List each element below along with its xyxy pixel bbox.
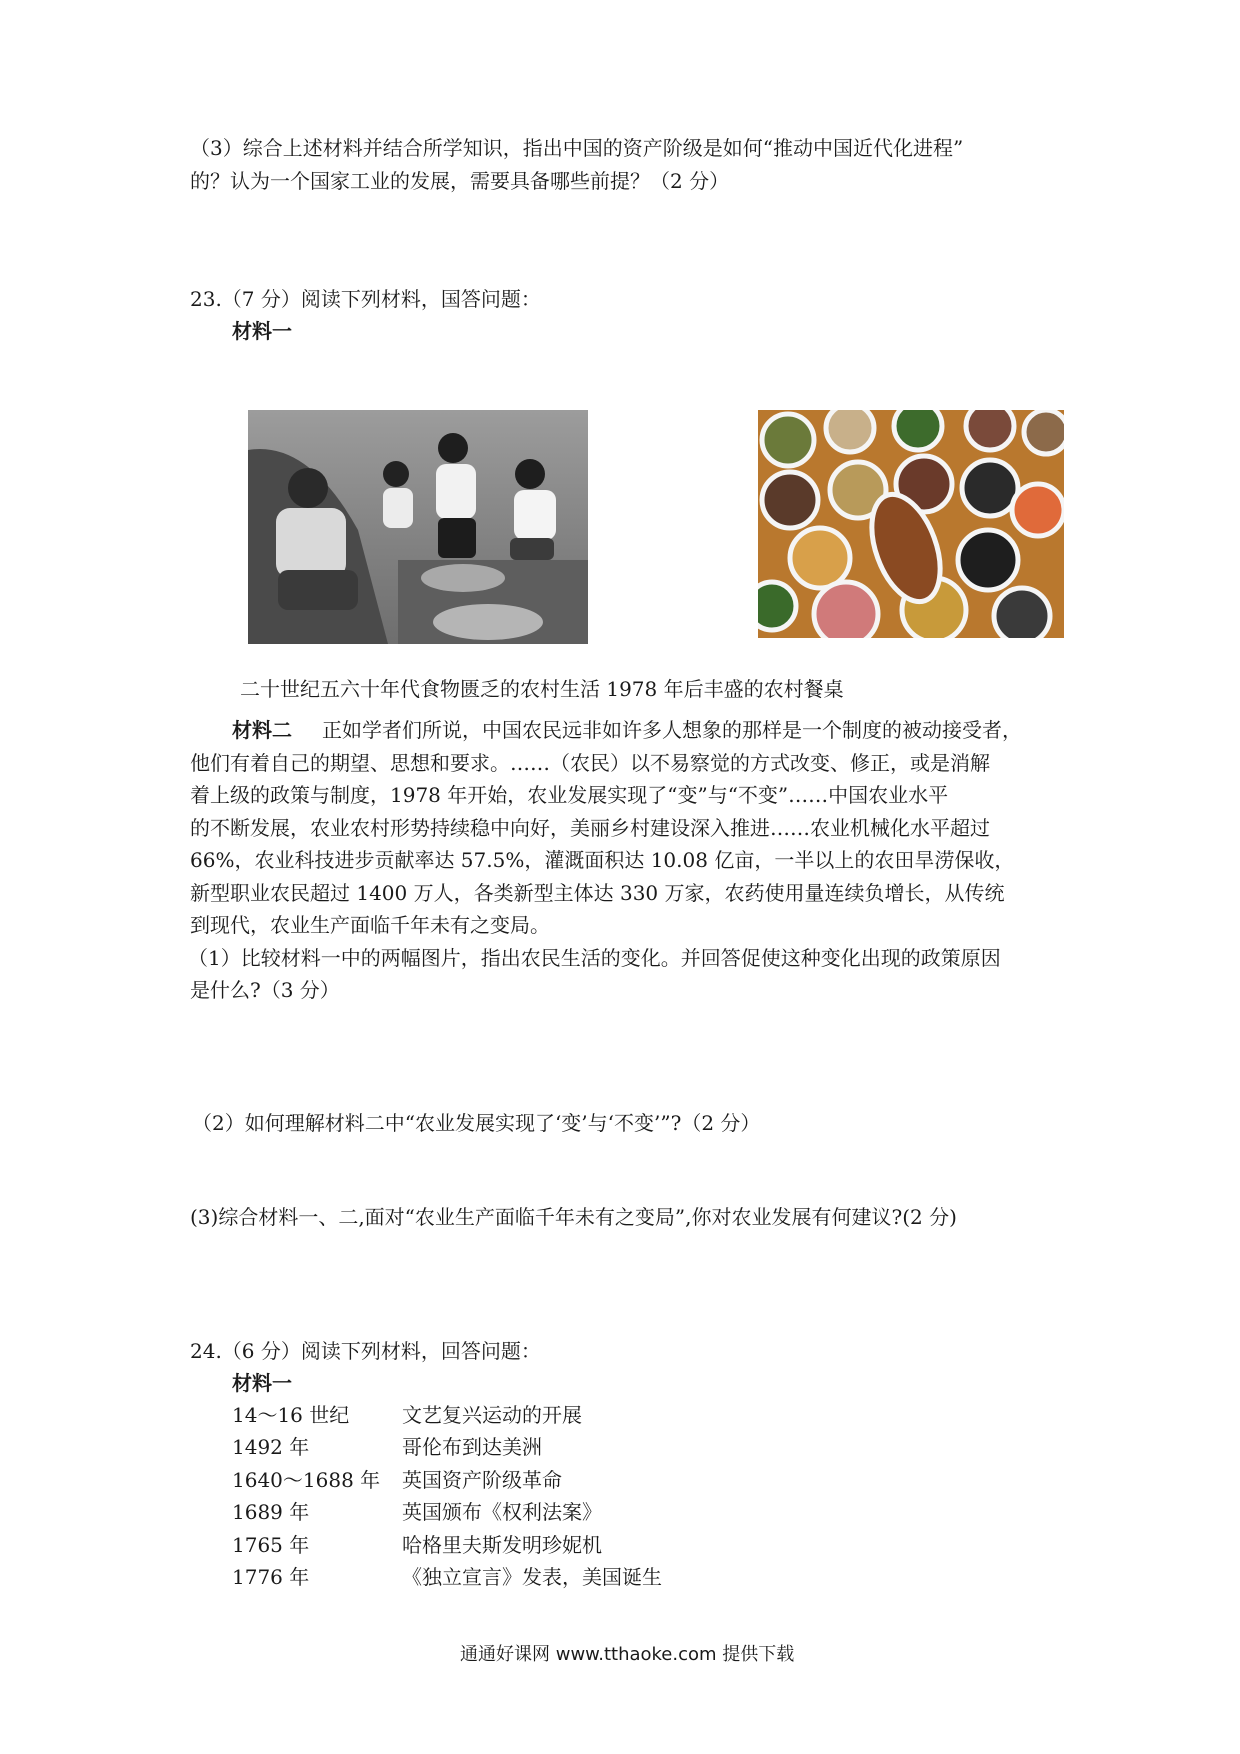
timeline-event: 英国资产阶级革命: [402, 1468, 562, 1492]
material2-line: 66%，农业科技进步贡献率达 57.5%，灌溉面积达 10.08 亿亩，一半以上的农田旱涝保收，: [190, 848, 1015, 872]
q24-material1-label: 材料一: [232, 1371, 292, 1395]
material2-line: 新型职业农民超过 1400 万人，各类新型主体达 330 万家，农药使用量连续负增长，从传统: [190, 881, 1005, 905]
q23-header: 23.（7 分）阅读下列材料，国答问题：: [190, 287, 541, 311]
q23-question3: (3)综合材料一、二,面对“农业生产面临千年未有之变局”,你对农业发展有何建议?(2 分): [190, 1205, 957, 1229]
timeline-event: 文艺复兴运动的开展: [402, 1403, 582, 1427]
timeline-event: 哥伦布到达美洲: [402, 1435, 542, 1459]
q23-question1-line2: 是什么?（3 分）: [190, 978, 340, 1002]
page-footer: 通通好课网 www.tthaoke.com 提供下载: [460, 1644, 795, 1665]
timeline-date: 1640～1688 年: [232, 1468, 381, 1492]
timeline-event: 英国颁布《权利法案》: [402, 1500, 602, 1524]
timeline-date: 14～16 世纪: [232, 1403, 350, 1427]
q22-part3-line1: （3）综合上述材料并结合所学知识，指出中国的资产阶级是如何“推动中国近代化进程”: [190, 136, 964, 160]
timeline-date: 1765 年: [232, 1533, 310, 1557]
q23-material1-label: 材料一: [232, 319, 292, 343]
photo-caption: 二十世纪五六十年代食物匮乏的农村生活 1978 年后丰盛的农村餐桌: [240, 677, 844, 701]
timeline-date: 1689 年: [232, 1500, 310, 1524]
abundant-table-photo: [758, 410, 1064, 638]
timeline-date: 1776 年: [232, 1565, 310, 1589]
material2-line: 的不断发展，农业农村形势持续稳中向好，美丽乡村建设深入推进……农业机械化水平超过: [190, 816, 990, 840]
material2-line: 着上级的政策与制度，1978 年开始，农业发展实现了“变”与“不变”……中国农业水平: [190, 783, 949, 807]
q23-question1-line1: （1）比较材料一中的两幅图片，指出农民生活的变化。并回答促使这种变化出现的政策原因: [188, 946, 1001, 970]
q23-question2: （2）如何理解材料二中“农业发展实现了‘变’与‘不变’”?（2 分）: [192, 1111, 761, 1135]
q24-header: 24.（6 分）阅读下列材料，回答问题：: [190, 1339, 541, 1363]
q23-material2-label: 材料二: [232, 718, 292, 742]
material2-line: 正如学者们所说，中国农民远非如许多人想象的那样是一个制度的被动接受者，: [322, 718, 1022, 742]
rural-hardship-photo: [248, 410, 588, 644]
material2-line: 到现代，农业生产面临千年未有之变局。: [190, 913, 550, 937]
timeline-event: 哈格里夫斯发明珍妮机: [402, 1533, 602, 1557]
material2-line: 他们有着自己的期望、思想和要求。……（农民）以不易察觉的方式改变、修正，或是消解: [190, 751, 990, 775]
timeline-event: 《独立宣言》发表，美国诞生: [402, 1565, 662, 1589]
timeline-date: 1492 年: [232, 1435, 310, 1459]
q22-part3-line2: 的？认为一个国家工业的发展，需要具备哪些前提？（2 分）: [190, 169, 730, 193]
